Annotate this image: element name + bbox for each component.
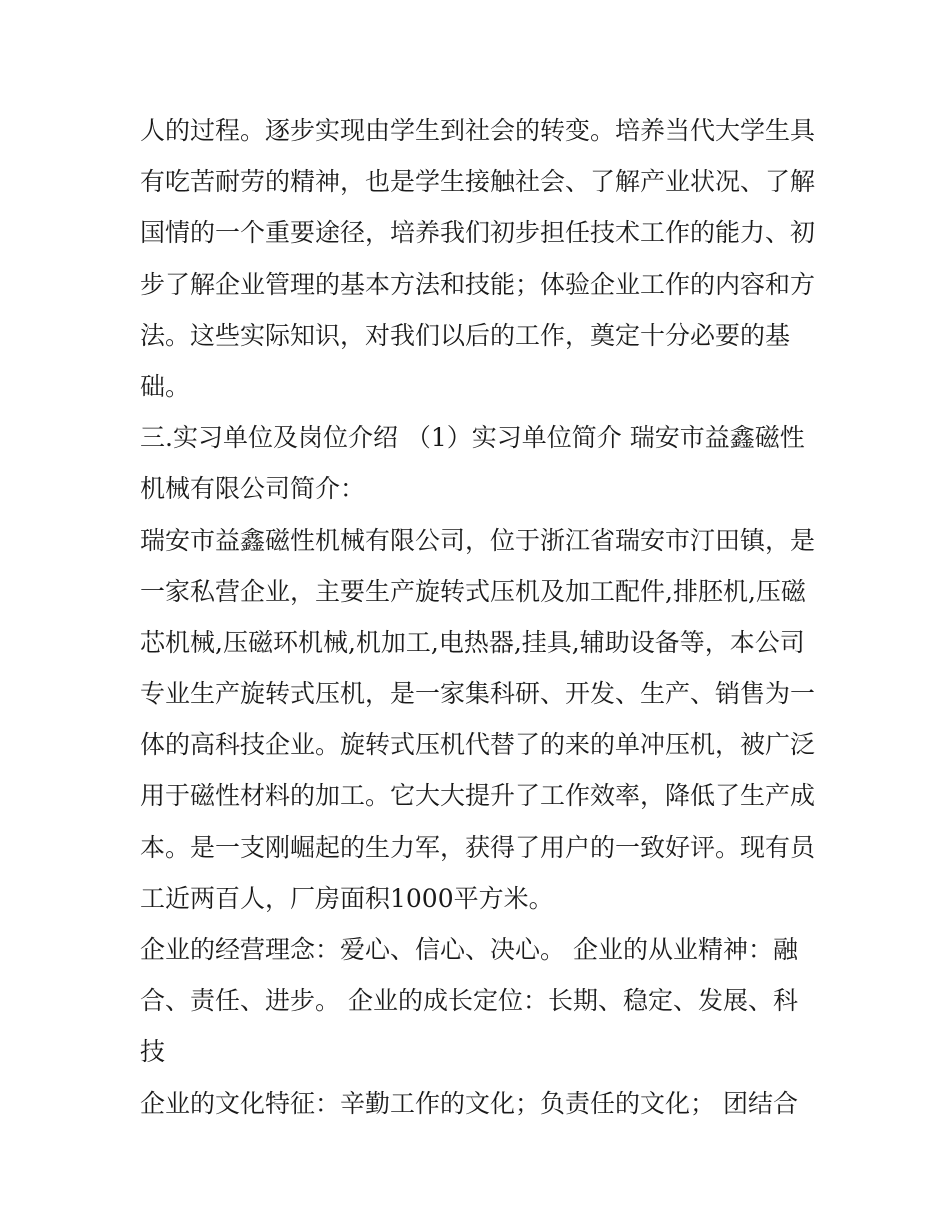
text-line: 法。这些实际知识，对我们以后的工作，奠定十分必要的基 — [140, 320, 791, 350]
text-line: 瑞安市益鑫磁性机械有限公司，位于浙江省瑞安市汀田镇，是 — [140, 525, 816, 555]
text-line: 芯机械,压磁环机械,机加工,电热器,挂具,辅助设备等，本公司 — [140, 627, 805, 657]
text-line: 工近两百人，厂房面积1000平方米。 — [140, 883, 554, 913]
text-line: 企业的文化特征：辛勤工作的文化；负责任的文化； 团结合 — [140, 1088, 798, 1118]
section-heading-line: 机械有限公司简介： — [140, 474, 366, 504]
text-line: 技 — [140, 1037, 166, 1067]
text-line: 用于磁性材料的加工。它大大提升了工作效率，降低了生产成 — [140, 781, 816, 811]
text-line: 国情的一个重要途径，培养我们初步担任技术工作的能力、初 — [140, 218, 816, 248]
text-line: 步了解企业管理的基本方法和技能；体验企业工作的内容和方 — [140, 269, 816, 299]
text-line: 专业生产旋转式压机，是一家集科研、开发、生产、销售为一 — [140, 679, 816, 709]
document-body — [140, 105, 820, 1129]
section-heading-line: 三.实习单位及岗位介绍 （1）实习单位简介 瑞安市益鑫磁性 — [140, 423, 805, 453]
text-line: 础。 — [140, 371, 191, 401]
text-line: 本。是一支刚崛起的生力军，获得了用户的一致好评。现有员 — [140, 832, 816, 862]
text-line: 体的高科技企业。旋转式压机代替了的来的单冲压机，被广泛 — [140, 730, 816, 760]
text-line: 有吃苦耐劳的精神，也是学生接触社会、了解产业状况、了解 — [140, 167, 816, 197]
text-line: 人的过程。逐步实现由学生到社会的转变。培养当代大学生具 — [140, 116, 816, 145]
text-line: 合、责任、进步。 企业的成长定位：长期、稳定、发展、科 — [140, 986, 798, 1016]
text-line: 一家私营企业，主要生产旋转式压机及加工配件,排胚机,压磁 — [140, 576, 806, 606]
text-line: 企业的经营理念：爱心、信心、决心。 企业的从业精神：融 — [140, 935, 798, 964]
